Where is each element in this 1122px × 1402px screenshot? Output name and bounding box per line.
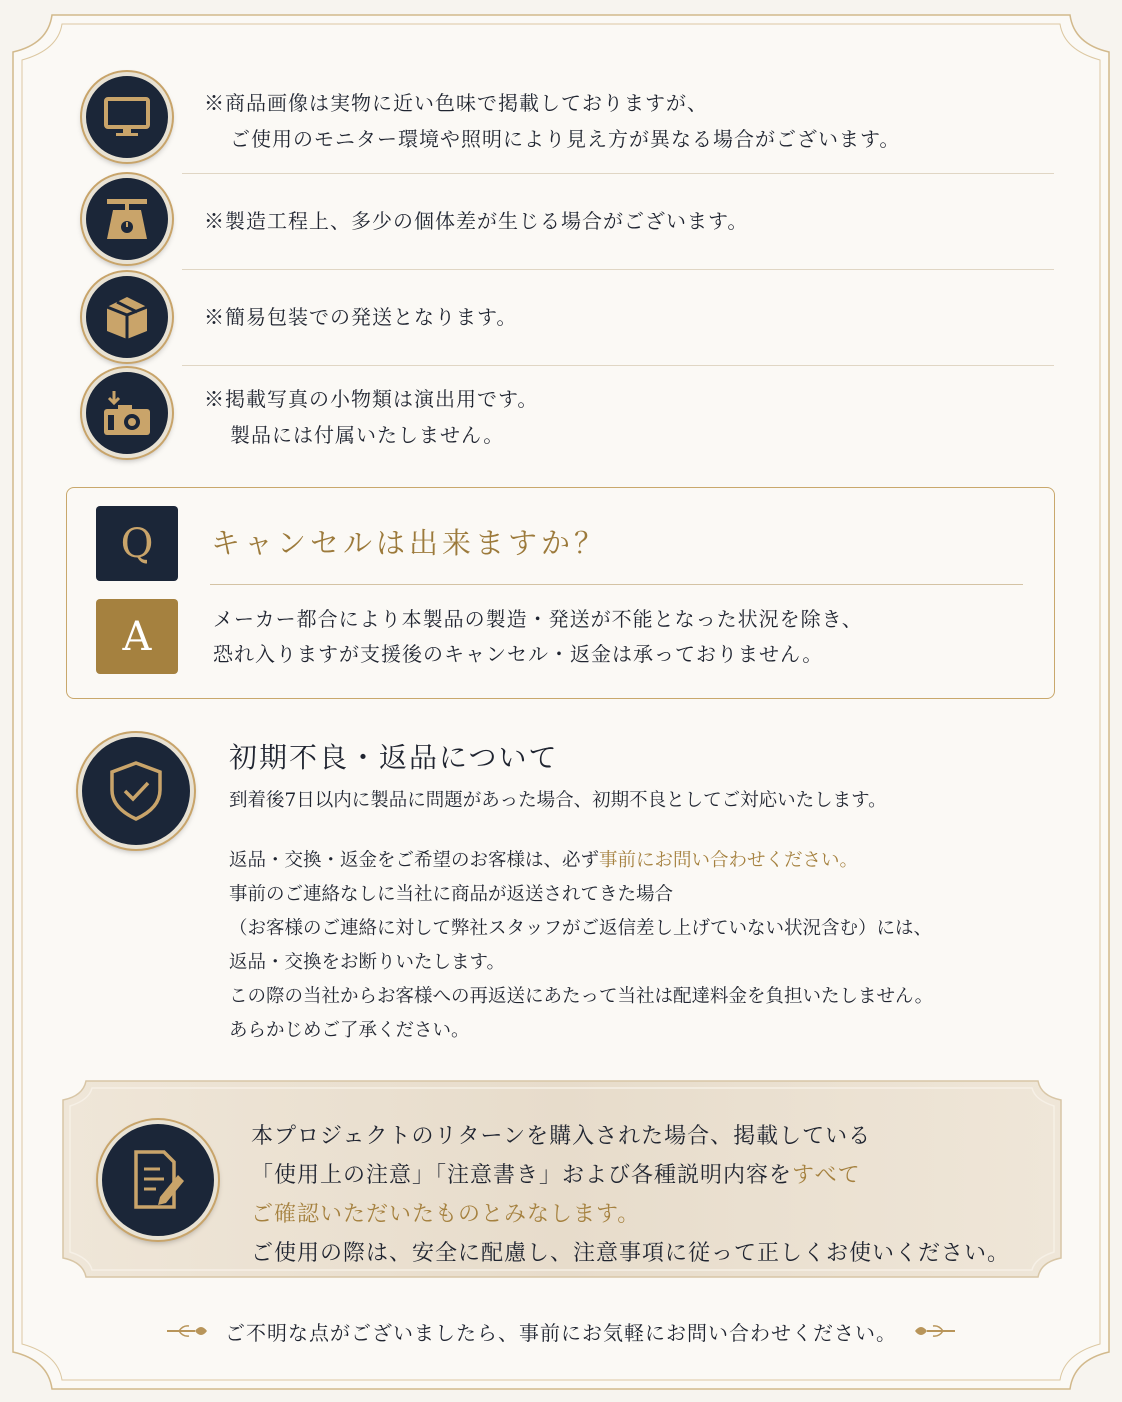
notice-highlight: すべて (792, 1163, 861, 1188)
ornament-left-icon (165, 1320, 209, 1342)
scale-icon (82, 174, 172, 264)
footer-text: ご不明な点がございましたら、事前にお気軽にお問い合わせください。 (225, 1320, 897, 1345)
camera-icon (82, 368, 172, 458)
document-pen-icon (98, 1120, 218, 1240)
returns-line: あらかじめご了承ください。 (229, 1020, 470, 1041)
notice-text (251, 1117, 1010, 1273)
answer-line: 恐れ入りますが支援後のキャンセル・返金は承っておりません。 (213, 642, 824, 666)
divider (182, 173, 1054, 174)
divider (182, 269, 1054, 270)
returns-line: この際の当社からお客様への再返送にあたって当社は配達料金を負担いたしません。 (229, 986, 934, 1007)
divider (182, 365, 1054, 366)
returns-highlight: 事前にお問い合わせください。 (599, 850, 859, 871)
returns-lead: 到着後7日以内に製品に問題があった場合、初期不良としてご対応いたします。 (229, 790, 887, 811)
returns-text: 返品・交換・返金をご希望のお客様は、必ず (229, 850, 600, 871)
returns-body (229, 844, 933, 1048)
returns-title: 初期不良・返品について (229, 741, 559, 774)
notice-highlight-line: ご確認いただいたものとみなします。 (251, 1202, 641, 1227)
returns-line (229, 844, 933, 878)
faq-box (66, 487, 1055, 699)
bullet-line: ※掲載写真の小物類は演出用です。 (204, 387, 539, 411)
shield-check-icon (78, 733, 194, 849)
bullet-line: ※商品画像は実物に近い色味で掲載しておりますが、 (204, 91, 708, 115)
faq-answer (213, 602, 863, 672)
notice-text-span: 「使用上の注意」「注意書き」および各種説明内容を (251, 1163, 793, 1188)
bullet-line: ※簡易包装での発送となります。 (204, 305, 518, 329)
bullet-line: ご使用のモニター環境や照明により見え方が異なる場合がございます。 (230, 127, 901, 151)
answer-line: メーカー都合により本製品の製造・発送が不能となった状況を除き、 (213, 607, 863, 631)
bullet-text-4 (204, 381, 538, 453)
notice-line: 本プロジェクトのリターンを購入された場合、掲載している (251, 1124, 872, 1149)
bullet-text-1 (204, 85, 900, 157)
monitor-icon (82, 72, 172, 162)
ornament-right-icon (913, 1320, 957, 1342)
notice-line: ご使用の際は、安全に配慮し、注意事項に従って正しくお使いください。 (251, 1241, 1011, 1266)
returns-line: 事前のご連絡なしに当社に商品が返送されてきた場合 (229, 884, 674, 905)
returns-line: 返品・交換をお断りいたします。 (229, 952, 506, 973)
package-icon (82, 272, 172, 362)
notice-box (62, 1080, 1062, 1278)
footer (0, 1313, 1122, 1349)
returns-line: （お客様のご連絡に対して弊社スタッフがご返信差し上げていない状況含む）には、 (229, 918, 933, 939)
answer-badge: A (96, 599, 178, 674)
bullet-line: ※製造工程上、多少の個体差が生じる場合がございます。 (204, 209, 749, 233)
bullet-line: 製品には付属いたしません。 (230, 423, 505, 447)
bullet-text-2 (204, 203, 748, 239)
faq-question: キャンセルは出来ますか？ (211, 526, 608, 560)
faq-divider (210, 584, 1023, 585)
question-badge: Q (96, 506, 178, 581)
notice-line (251, 1156, 1010, 1195)
bullet-text-3 (204, 299, 517, 335)
